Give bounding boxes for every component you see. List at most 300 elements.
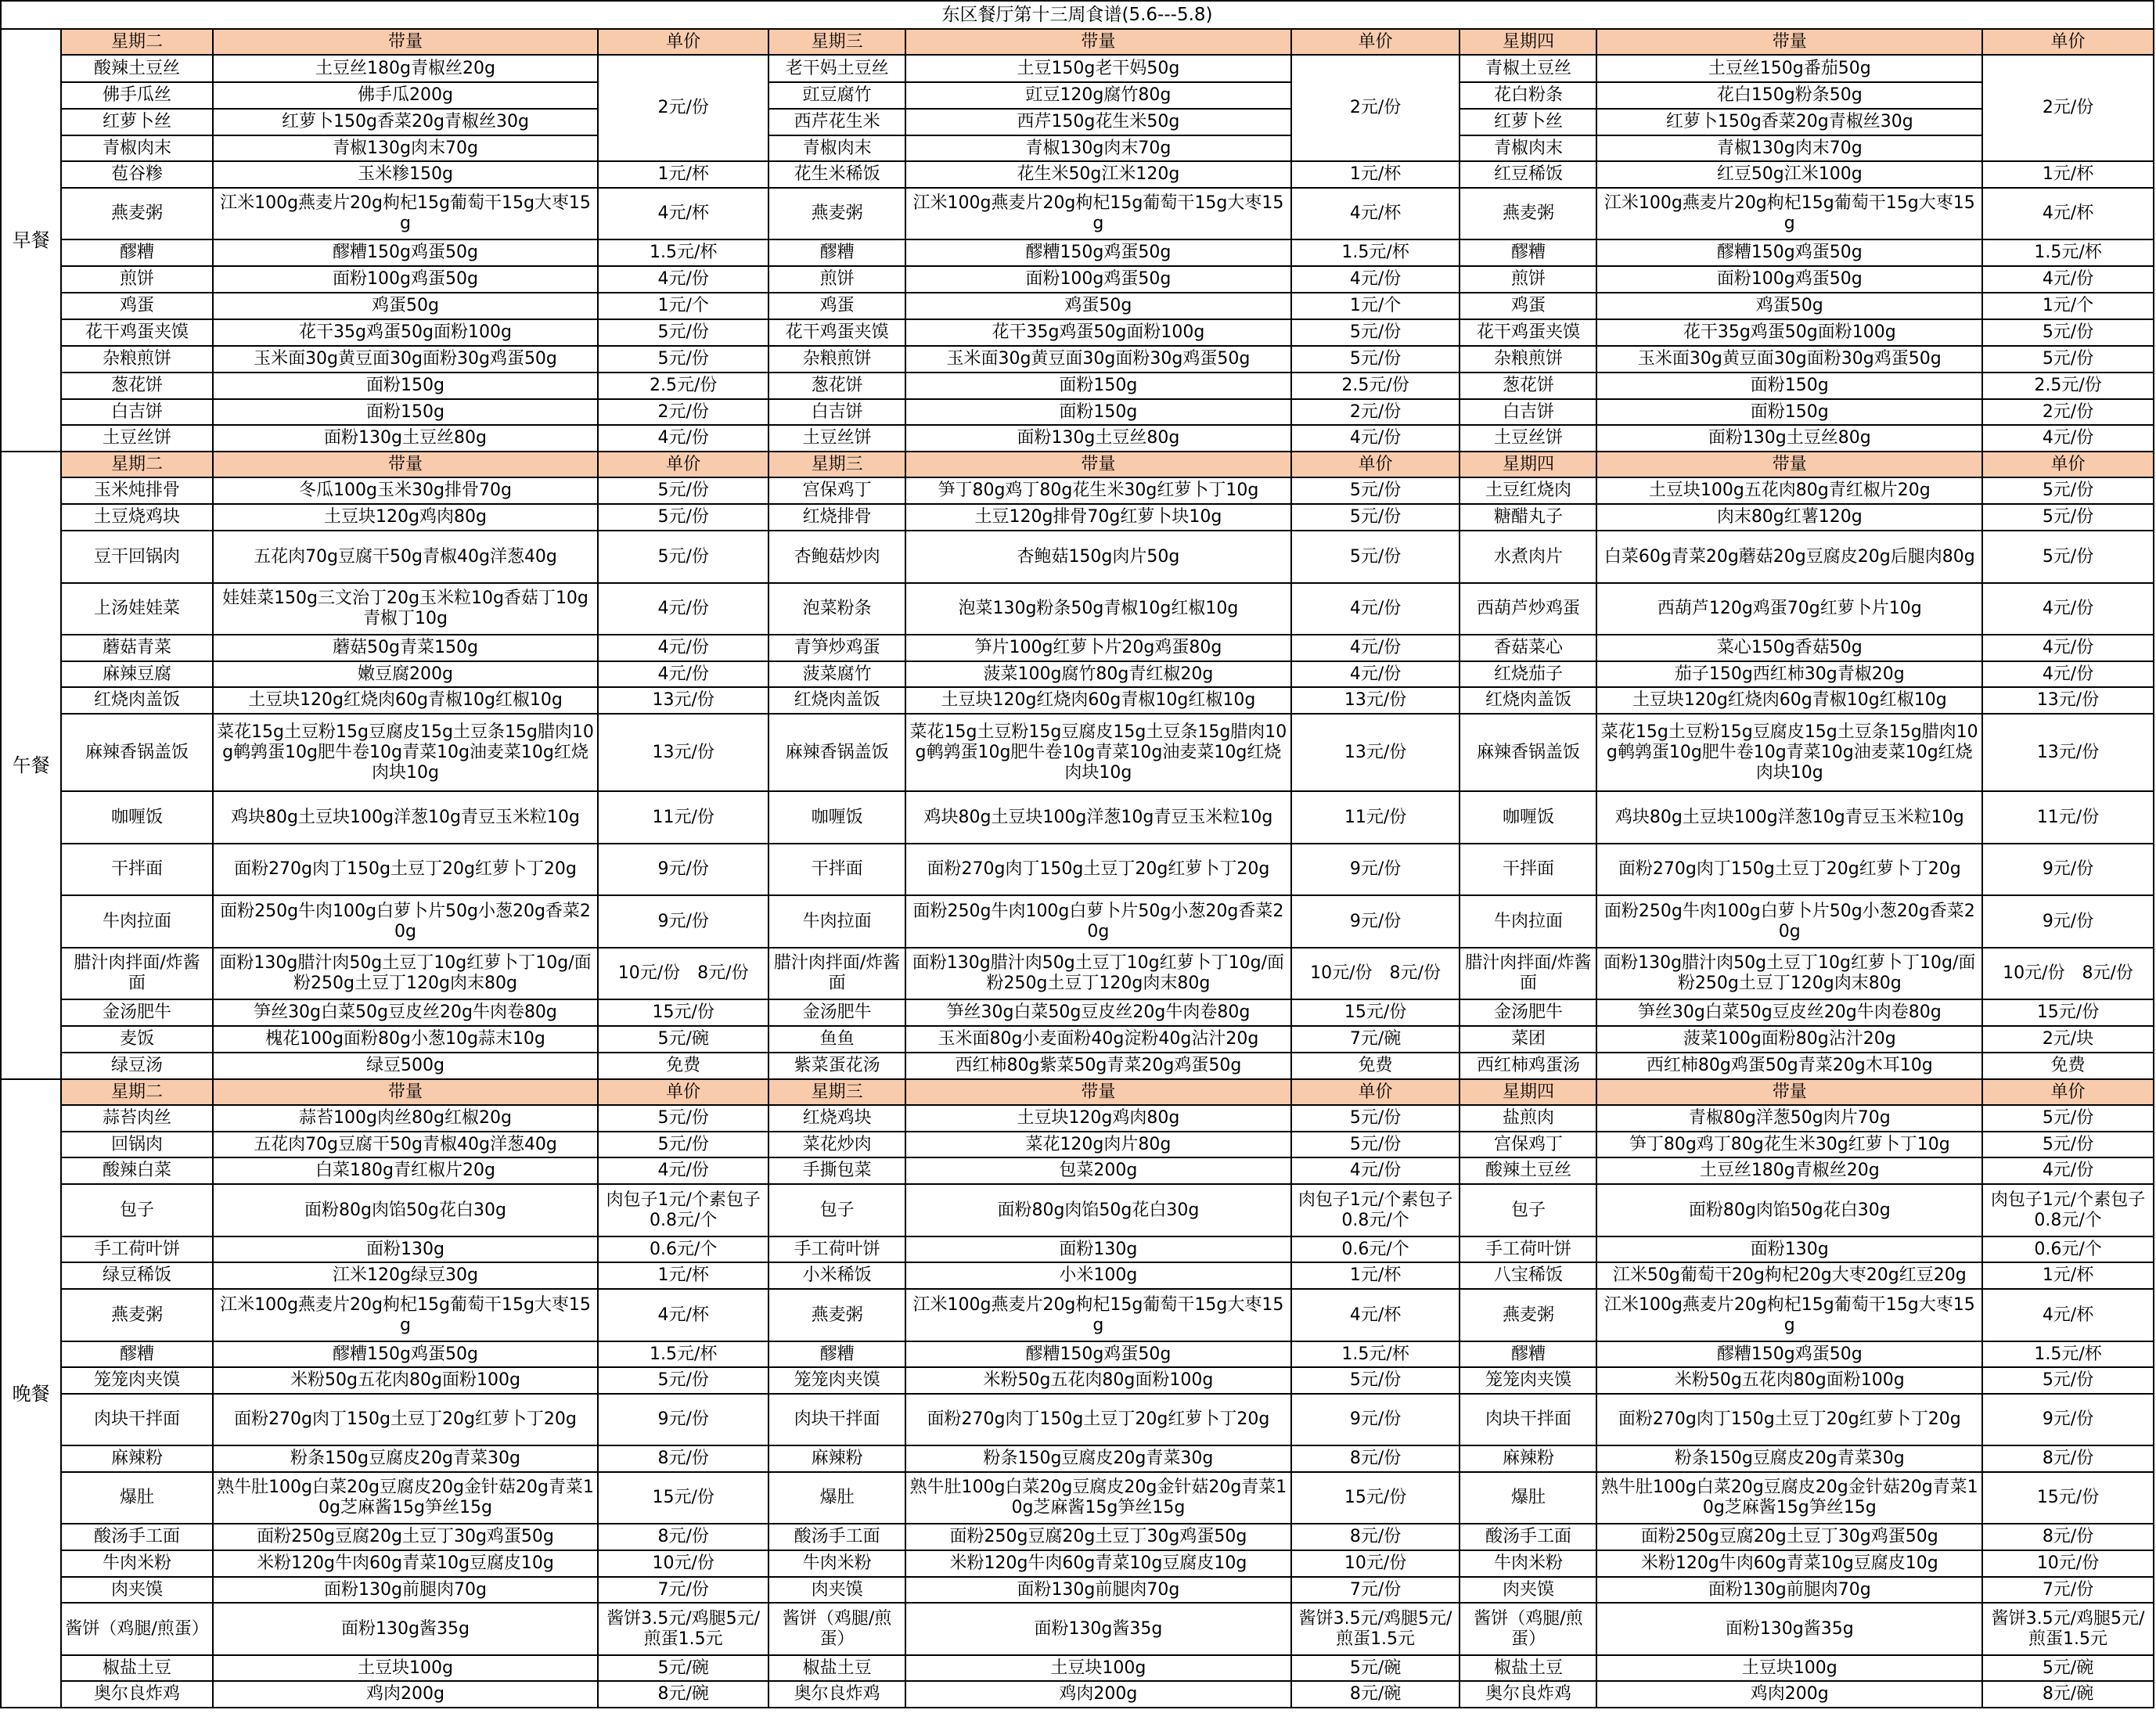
tue-dish-cell: 回锅肉 — [61, 1132, 212, 1157]
thu-portion-cell: 面粉130g腊汁肉50g土豆丁10g红萝卜丁10g/面粉250g土豆丁120g肉末80g — [1596, 948, 1982, 999]
wed-price-cell: 7元/份 — [1291, 1577, 1460, 1603]
thu-price-cell: 5元/份 — [1982, 1132, 2154, 1157]
table-row — [1, 1053, 2154, 1079]
table-row — [1, 1289, 2154, 1341]
thu-price-cell: 4元/份 — [1982, 266, 2154, 293]
tue-dish-cell: 椒盐土豆 — [61, 1655, 212, 1681]
wed-portion-cell: 鸡块80g土豆块100g洋葱10g青豆玉米粒10g — [905, 791, 1291, 844]
tue-dish-cell: 肉夹馍 — [61, 1577, 212, 1603]
tue-dish-cell: 豆干回锅肉 — [61, 531, 212, 583]
thu-portion-cell: 茄子150g西红柿30g青椒20g — [1596, 661, 1982, 687]
tue-price-cell: 10元/份 — [598, 1550, 768, 1577]
wed-portion-cell: 面粉270g肉丁150g土豆丁20g红萝卜丁20g — [905, 844, 1291, 895]
thu-price-cell: 4元/份 — [1982, 583, 2154, 635]
tue-price-cell: 4元/份 — [598, 425, 768, 452]
thu-portion-cell: 菜花15g土豆粉15g豆腐皮15g土豆条15g腊肉10g鹌鹑蛋10g肥牛卷10g青菜10g油麦菜10g红烧肉块10g — [1596, 714, 1982, 791]
tue-price-cell: 2元/份 — [598, 55, 768, 161]
tue-portion-cell: 白菜180g青红椒片20g — [213, 1157, 599, 1184]
header-tue-dish: 星期二 — [61, 452, 212, 477]
thu-portion-cell: 土豆块100g五花肉80g青红椒片20g — [1596, 477, 1982, 504]
tue-dish-cell: 笼笼肉夹馍 — [61, 1367, 212, 1394]
thu-price-cell: 8元/碗 — [1982, 1681, 2154, 1708]
tue-dish-cell: 玉米炖排骨 — [61, 477, 212, 504]
header-tue-price: 单价 — [598, 29, 768, 55]
tue-portion-cell: 面粉130g — [213, 1236, 599, 1262]
tue-price-cell: 2元/份 — [598, 399, 768, 425]
thu-price-cell: 5元/份 — [1982, 319, 2154, 346]
wed-dish-cell: 咖喱饭 — [768, 791, 905, 844]
header-thu-price: 单价 — [1982, 452, 2154, 477]
thu-dish-cell: 包子 — [1460, 1184, 1596, 1236]
thu-portion-cell: 土豆块100g — [1596, 1655, 1982, 1681]
meal-label: 午餐 — [1, 452, 61, 1079]
wed-price-cell: 9元/份 — [1291, 844, 1460, 895]
wed-portion-cell: 泡菜130g粉条50g青椒10g红椒10g — [905, 583, 1291, 635]
tue-portion-cell: 槐花100g面粉80g小葱10g蒜末10g — [213, 1026, 599, 1053]
header-thu-dish: 星期四 — [1460, 1079, 1596, 1105]
tue-price-cell: 5元/份 — [598, 346, 768, 373]
wed-dish-cell: 麻辣粉 — [768, 1445, 905, 1472]
tue-portion-cell: 米粉50g五花肉80g面粉100g — [213, 1367, 599, 1394]
wed-portion-cell: 粉条150g豆腐皮20g青菜30g — [905, 1445, 1291, 1472]
tue-portion-cell: 冬瓜100g玉米30g排骨70g — [213, 477, 599, 504]
wed-price-cell: 5元/份 — [1291, 1105, 1460, 1132]
tue-portion-cell: 土豆块120g鸡肉80g — [213, 504, 599, 531]
tue-price-cell: 5元/碗 — [598, 1655, 768, 1681]
thu-portion-cell: 鸡肉200g — [1596, 1681, 1982, 1708]
wed-price-cell: 7元/碗 — [1291, 1026, 1460, 1053]
header-wed-price: 单价 — [1291, 29, 1460, 55]
tue-portion-cell: 玉米糁150g — [213, 161, 599, 188]
wed-dish-cell: 爆肚 — [768, 1472, 905, 1524]
header-tue-dish: 星期二 — [61, 1079, 212, 1105]
thu-dish-cell: 水煮肉片 — [1460, 531, 1596, 583]
tue-portion-cell: 面粉250g牛肉100g白萝卜片50g小葱20g香菜20g — [213, 895, 599, 948]
wed-dish-cell: 肉块干拌面 — [768, 1394, 905, 1445]
thu-portion-cell: 面粉130g前腿肉70g — [1596, 1577, 1982, 1603]
wed-price-cell: 15元/份 — [1291, 999, 1460, 1026]
wed-price-cell: 8元/份 — [1291, 1524, 1460, 1550]
wed-portion-cell: 江米100g燕麦片20g枸杞15g葡萄干15g大枣15g — [905, 1289, 1291, 1341]
header-wed-dish: 星期三 — [768, 29, 905, 55]
wed-portion-cell: 鸡蛋50g — [905, 293, 1291, 319]
wed-portion-cell: 面粉150g — [905, 399, 1291, 425]
tue-dish-cell: 肉块干拌面 — [61, 1394, 212, 1445]
wed-dish-cell: 红烧肉盖饭 — [768, 687, 905, 714]
table-row — [1, 714, 2154, 791]
tue-price-cell: 8元/碗 — [598, 1681, 768, 1708]
tue-portion-cell: 绿豆500g — [213, 1053, 599, 1079]
table-row — [1, 188, 2154, 239]
header-thu-dish: 星期四 — [1460, 29, 1596, 55]
tue-dish-cell: 绿豆汤 — [61, 1053, 212, 1079]
header-wed-dish: 星期三 — [768, 1079, 905, 1105]
thu-dish-cell: 燕麦粥 — [1460, 1289, 1596, 1341]
thu-price-cell: 2.5元/份 — [1982, 373, 2154, 399]
tue-dish-cell: 酸辣白菜 — [61, 1157, 212, 1184]
thu-price-cell: 免费 — [1982, 1053, 2154, 1079]
wed-price-cell: 5元/份 — [1291, 1367, 1460, 1394]
header-tue-price: 单价 — [598, 452, 768, 477]
tue-portion-cell: 蒜苔100g肉丝80g红椒20g — [213, 1105, 599, 1132]
wed-dish-cell: 鸡蛋 — [768, 293, 905, 319]
wed-dish-cell: 醪糟 — [768, 1341, 905, 1367]
wed-portion-cell: 土豆块120g鸡肉80g — [905, 1105, 1291, 1132]
tue-portion-cell: 菜花15g土豆粉15g豆腐皮15g土豆条15g腊肉10g鹌鹑蛋10g肥牛卷10g青菜10g油麦菜10g红烧肉块10g — [213, 714, 599, 791]
thu-portion-cell: 青椒130g肉末70g — [1596, 135, 1982, 161]
wed-portion-cell: 玉米面30g黄豆面30g面粉30g鸡蛋50g — [905, 346, 1291, 373]
tue-price-cell: 免费 — [598, 1053, 768, 1079]
thu-price-cell: 11元/份 — [1982, 791, 2154, 844]
table-row — [1, 531, 2154, 583]
tue-portion-cell: 五花肉70g豆腐干50g青椒40g洋葱40g — [213, 531, 599, 583]
table-row — [1, 293, 2154, 319]
header-thu-portion: 带量 — [1596, 1079, 1982, 1105]
tue-dish-cell: 蒜苔肉丝 — [61, 1105, 212, 1132]
tue-dish-cell: 葱花饼 — [61, 373, 212, 399]
thu-portion-cell: 面粉150g — [1596, 399, 1982, 425]
tue-price-cell: 15元/份 — [598, 1472, 768, 1524]
thu-portion-cell: 面粉100g鸡蛋50g — [1596, 266, 1982, 293]
wed-price-cell: 1元/杯 — [1291, 161, 1460, 188]
table-row — [1, 1157, 2154, 1184]
tue-portion-cell: 嫩豆腐200g — [213, 661, 599, 687]
tue-dish-cell: 手工荷叶饼 — [61, 1236, 212, 1262]
thu-price-cell: 4元/份 — [1982, 425, 2154, 452]
wed-portion-cell: 面粉130g土豆丝80g — [905, 425, 1291, 452]
wed-dish-cell: 西芹花生米 — [768, 109, 905, 135]
header-tue-portion: 带量 — [213, 29, 599, 55]
wed-dish-cell: 花干鸡蛋夹馍 — [768, 319, 905, 346]
wed-dish-cell: 手工荷叶饼 — [768, 1236, 905, 1262]
tue-dish-cell: 麻辣香锅盖饭 — [61, 714, 212, 791]
wed-dish-cell: 红烧鸡块 — [768, 1105, 905, 1132]
tue-dish-cell: 鸡蛋 — [61, 293, 212, 319]
wed-dish-cell: 燕麦粥 — [768, 1289, 905, 1341]
wed-portion-cell: 玉米面80g小麦面粉40g淀粉40g沾汁20g — [905, 1026, 1291, 1053]
wed-price-cell: 8元/份 — [1291, 1445, 1460, 1472]
thu-portion-cell: 醪糟150g鸡蛋50g — [1596, 239, 1982, 266]
thu-dish-cell: 笼笼肉夹馍 — [1460, 1367, 1596, 1394]
thu-price-cell: 5元/份 — [1982, 1367, 2154, 1394]
header-wed-portion: 带量 — [905, 1079, 1291, 1105]
table-row — [1, 687, 2154, 714]
tue-dish-cell: 花干鸡蛋夹馍 — [61, 319, 212, 346]
thu-dish-cell: 爆肚 — [1460, 1472, 1596, 1524]
thu-price-cell: 4元/份 — [1982, 661, 2154, 687]
thu-price-cell: 10元/份 8元/份 — [1982, 948, 2154, 999]
thu-dish-cell: 八宝稀饭 — [1460, 1262, 1596, 1289]
thu-dish-cell: 葱花饼 — [1460, 373, 1596, 399]
tue-portion-cell: 江米100g燕麦片20g枸杞15g葡萄干15g大枣15g — [213, 1289, 599, 1341]
tue-portion-cell: 鸡蛋50g — [213, 293, 599, 319]
tue-price-cell: 10元/份 8元/份 — [598, 948, 768, 999]
thu-dish-cell: 白吉饼 — [1460, 399, 1596, 425]
tue-dish-cell: 上汤娃娃菜 — [61, 583, 212, 635]
wed-dish-cell: 椒盐土豆 — [768, 1655, 905, 1681]
table-row — [1, 948, 2154, 999]
wed-price-cell: 9元/份 — [1291, 1394, 1460, 1445]
thu-dish-cell: 干拌面 — [1460, 844, 1596, 895]
tue-portion-cell: 面粉270g肉丁150g土豆丁20g红萝卜丁20g — [213, 844, 599, 895]
tue-dish-cell: 麦饭 — [61, 1026, 212, 1053]
table-row — [1, 844, 2154, 895]
tue-dish-cell: 牛肉拉面 — [61, 895, 212, 948]
tue-portion-cell: 土豆丝180g青椒丝20g — [213, 55, 599, 82]
tue-price-cell: 4元/份 — [598, 635, 768, 661]
thu-price-cell: 肉包子1元/个素包子0.8元/个 — [1982, 1184, 2154, 1236]
thu-price-cell: 4元/杯 — [1982, 1289, 2154, 1341]
table-row — [1, 635, 2154, 661]
wed-portion-cell: 土豆150g老干妈50g — [905, 55, 1291, 82]
wed-dish-cell: 花生米稀饭 — [768, 161, 905, 188]
thu-dish-cell: 手工荷叶饼 — [1460, 1236, 1596, 1262]
wed-dish-cell: 杏鲍菇炒肉 — [768, 531, 905, 583]
tue-portion-cell: 面粉80g肉馅50g花白30g — [213, 1184, 599, 1236]
tue-price-cell: 4元/份 — [598, 266, 768, 293]
thu-dish-cell: 腊汁肉拌面/炸酱面 — [1460, 948, 1596, 999]
tue-dish-cell: 金汤肥牛 — [61, 999, 212, 1026]
thu-dish-cell: 糖醋丸子 — [1460, 504, 1596, 531]
header-tue-portion: 带量 — [213, 452, 599, 477]
wed-portion-cell: 面粉100g鸡蛋50g — [905, 266, 1291, 293]
table-row — [1, 373, 2154, 399]
thu-portion-cell: 面粉130g — [1596, 1236, 1982, 1262]
wed-portion-cell: 菜花15g土豆粉15g豆腐皮15g土豆条15g腊肉10g鹌鹑蛋10g肥牛卷10g青菜10g油麦菜10g红烧肉块10g — [905, 714, 1291, 791]
wed-portion-cell: 笋丁80g鸡丁80g花生米30g红萝卜丁10g — [905, 477, 1291, 504]
tue-price-cell: 9元/份 — [598, 895, 768, 948]
wed-price-cell: 5元/份 — [1291, 319, 1460, 346]
tue-price-cell: 11元/份 — [598, 791, 768, 844]
wed-dish-cell: 腊汁肉拌面/炸酱面 — [768, 948, 905, 999]
thu-portion-cell: 花白150g粉条50g — [1596, 82, 1982, 109]
thu-portion-cell: 面粉250g豆腐20g土豆丁30g鸡蛋50g — [1596, 1524, 1982, 1550]
wed-price-cell: 11元/份 — [1291, 791, 1460, 844]
wed-price-cell: 免费 — [1291, 1053, 1460, 1079]
wed-dish-cell: 杂粮煎饼 — [768, 346, 905, 373]
thu-price-cell: 1.5元/杯 — [1982, 1341, 2154, 1367]
tue-dish-cell: 红萝卜丝 — [61, 109, 212, 135]
tue-dish-cell: 佛手瓜丝 — [61, 82, 212, 109]
thu-price-cell: 9元/份 — [1982, 895, 2154, 948]
thu-price-cell: 15元/份 — [1982, 999, 2154, 1026]
thu-dish-cell: 醪糟 — [1460, 239, 1596, 266]
tue-dish-cell: 奥尔良炸鸡 — [61, 1681, 212, 1708]
thu-dish-cell: 土豆丝饼 — [1460, 425, 1596, 452]
thu-portion-cell: 粉条150g豆腐皮20g青菜30g — [1596, 1445, 1982, 1472]
thu-dish-cell: 西葫芦炒鸡蛋 — [1460, 583, 1596, 635]
thu-portion-cell: 江米100g燕麦片20g枸杞15g葡萄干15g大枣15g — [1596, 188, 1982, 239]
header-thu-dish: 星期四 — [1460, 452, 1596, 477]
wed-price-cell: 4元/份 — [1291, 425, 1460, 452]
wed-price-cell: 1元/个 — [1291, 293, 1460, 319]
thu-price-cell: 2元/份 — [1982, 399, 2154, 425]
wed-price-cell: 9元/份 — [1291, 895, 1460, 948]
wed-price-cell: 4元/份 — [1291, 583, 1460, 635]
thu-portion-cell: 江米100g燕麦片20g枸杞15g葡萄干15g大枣15g — [1596, 1289, 1982, 1341]
tue-dish-cell: 蘑菇青菜 — [61, 635, 212, 661]
thu-price-cell: 5元/份 — [1982, 346, 2154, 373]
table-row — [1, 504, 2154, 531]
wed-portion-cell: 西芹150g花生米50g — [905, 109, 1291, 135]
wed-portion-cell: 花干35g鸡蛋50g面粉100g — [905, 319, 1291, 346]
tue-portion-cell: 玉米面30g黄豆面30g面粉30g鸡蛋50g — [213, 346, 599, 373]
thu-dish-cell: 麻辣粉 — [1460, 1445, 1596, 1472]
wed-dish-cell: 菜花炒肉 — [768, 1132, 905, 1157]
thu-price-cell: 1元/杯 — [1982, 161, 2154, 188]
table-row — [1, 399, 2154, 425]
tue-dish-cell: 醪糟 — [61, 239, 212, 266]
tue-portion-cell: 鸡块80g土豆块100g洋葱10g青豆玉米粒10g — [213, 791, 599, 844]
wed-portion-cell: 面粉80g肉馅50g花白30g — [905, 1184, 1291, 1236]
tue-portion-cell: 红萝卜150g香菜20g青椒丝30g — [213, 109, 599, 135]
table-row — [1, 1550, 2154, 1577]
tue-portion-cell: 面粉270g肉丁150g土豆丁20g红萝卜丁20g — [213, 1394, 599, 1445]
wed-price-cell: 5元/份 — [1291, 1132, 1460, 1157]
thu-dish-cell: 红烧茄子 — [1460, 661, 1596, 687]
wed-dish-cell: 酸汤手工面 — [768, 1524, 905, 1550]
header-thu-portion: 带量 — [1596, 452, 1982, 477]
header-thu-portion: 带量 — [1596, 29, 1982, 55]
tue-portion-cell: 醪糟150g鸡蛋50g — [213, 239, 599, 266]
tue-dish-cell: 牛肉米粉 — [61, 1550, 212, 1577]
thu-dish-cell: 酱饼（鸡腿/煎蛋） — [1460, 1603, 1596, 1655]
wed-dish-cell: 肉夹馍 — [768, 1577, 905, 1603]
thu-price-cell: 8元/份 — [1982, 1524, 2154, 1550]
thu-price-cell: 15元/份 — [1982, 1472, 2154, 1524]
wed-price-cell: 4元/份 — [1291, 661, 1460, 687]
thu-portion-cell: 江米50g葡萄干20g枸杞20g大枣20g红豆20g — [1596, 1262, 1982, 1289]
wed-dish-cell: 干拌面 — [768, 844, 905, 895]
thu-price-cell: 5元/份 — [1982, 504, 2154, 531]
table-row — [1, 1132, 2154, 1157]
table-row — [1, 1394, 2154, 1445]
thu-price-cell: 13元/份 — [1982, 687, 2154, 714]
wed-portion-cell: 面粉250g豆腐20g土豆丁30g鸡蛋50g — [905, 1524, 1291, 1550]
tue-dish-cell: 燕麦粥 — [61, 1289, 212, 1341]
wed-portion-cell: 面粉150g — [905, 373, 1291, 399]
thu-price-cell: 1元/个 — [1982, 293, 2154, 319]
tue-portion-cell: 花干35g鸡蛋50g面粉100g — [213, 319, 599, 346]
thu-price-cell: 4元/杯 — [1982, 188, 2154, 239]
tue-dish-cell: 青椒肉末 — [61, 135, 212, 161]
tue-dish-cell: 醪糟 — [61, 1341, 212, 1367]
thu-portion-cell: 面粉270g肉丁150g土豆丁20g红萝卜丁20g — [1596, 1394, 1982, 1445]
table-row — [1, 1524, 2154, 1550]
header-wed-dish: 星期三 — [768, 452, 905, 477]
wed-price-cell: 2.5元/份 — [1291, 373, 1460, 399]
tue-portion-cell: 面粉250g豆腐20g土豆丁30g鸡蛋50g — [213, 1524, 599, 1550]
thu-price-cell: 0.6元/个 — [1982, 1236, 2154, 1262]
tue-portion-cell: 熟牛肚100g白菜20g豆腐皮20g金针菇20g青菜10g芝麻酱15g笋丝15g — [213, 1472, 599, 1524]
wed-portion-cell: 菜花120g肉片80g — [905, 1132, 1291, 1157]
thu-portion-cell: 白菜60g青菜20g蘑菇20g豆腐皮20g后腿肉80g — [1596, 531, 1982, 583]
wed-price-cell: 5元/份 — [1291, 531, 1460, 583]
tue-price-cell: 5元/份 — [598, 531, 768, 583]
tue-price-cell: 肉包子1元/个素包子0.8元/个 — [598, 1184, 768, 1236]
wed-portion-cell: 面粉250g牛肉100g白萝卜片50g小葱20g香菜20g — [905, 895, 1291, 948]
tue-portion-cell: 青椒130g肉末70g — [213, 135, 599, 161]
wed-portion-cell: 青椒130g肉末70g — [905, 135, 1291, 161]
wed-price-cell: 肉包子1元/个素包子0.8元/个 — [1291, 1184, 1460, 1236]
tue-price-cell: 8元/份 — [598, 1524, 768, 1550]
thu-price-cell: 13元/份 — [1982, 714, 2154, 791]
wed-portion-cell: 米粉120g牛肉60g青菜10g豆腐皮10g — [905, 1550, 1291, 1577]
wed-dish-cell: 酱饼（鸡腿/煎蛋） — [768, 1603, 905, 1655]
table-row — [1, 1445, 2154, 1472]
tue-price-cell: 7元/份 — [598, 1577, 768, 1603]
tue-price-cell: 4元/份 — [598, 583, 768, 635]
wed-dish-cell: 宫保鸡丁 — [768, 477, 905, 504]
tue-dish-cell: 土豆丝饼 — [61, 425, 212, 452]
wed-portion-cell: 土豆块100g — [905, 1655, 1291, 1681]
table-row — [1, 1236, 2154, 1262]
thu-portion-cell: 面粉130g酱35g — [1596, 1603, 1982, 1655]
wed-price-cell: 酱饼3.5元/鸡腿5元/煎蛋1.5元 — [1291, 1603, 1460, 1655]
tue-dish-cell: 干拌面 — [61, 844, 212, 895]
thu-portion-cell: 醪糟150g鸡蛋50g — [1596, 1341, 1982, 1367]
thu-dish-cell: 奥尔良炸鸡 — [1460, 1681, 1596, 1708]
thu-dish-cell: 煎饼 — [1460, 266, 1596, 293]
wed-dish-cell: 笼笼肉夹馍 — [768, 1367, 905, 1394]
wed-dish-cell: 牛肉拉面 — [768, 895, 905, 948]
table-row — [1, 161, 2154, 188]
thu-price-cell: 10元/份 — [1982, 1550, 2154, 1577]
tue-portion-cell: 面粉130g前腿肉70g — [213, 1577, 599, 1603]
wed-portion-cell: 米粉50g五花肉80g面粉100g — [905, 1367, 1291, 1394]
header-wed-price: 单价 — [1291, 452, 1460, 477]
thu-price-cell: 8元/份 — [1982, 1445, 2154, 1472]
tue-price-cell: 1元/杯 — [598, 161, 768, 188]
table-row — [1, 1681, 2154, 1708]
table-row — [1, 895, 2154, 948]
thu-portion-cell: 红萝卜150g香菜20g青椒丝30g — [1596, 109, 1982, 135]
thu-portion-cell: 土豆丝180g青椒丝20g — [1596, 1157, 1982, 1184]
wed-portion-cell: 杏鲍菇150g肉片50g — [905, 531, 1291, 583]
thu-dish-cell: 酸辣土豆丝 — [1460, 1157, 1596, 1184]
tue-portion-cell: 土豆块120g红烧肉60g青椒10g红椒10g — [213, 687, 599, 714]
wed-dish-cell: 鱼鱼 — [768, 1026, 905, 1053]
table-row — [1, 266, 2154, 293]
tue-portion-cell: 面粉100g鸡蛋50g — [213, 266, 599, 293]
wed-portion-cell: 熟牛肚100g白菜20g豆腐皮20g金针菇20g青菜10g芝麻酱15g笋丝15g — [905, 1472, 1291, 1524]
thu-price-cell: 1.5元/杯 — [1982, 239, 2154, 266]
wed-portion-cell: 面粉130g酱35g — [905, 1603, 1291, 1655]
wed-price-cell: 4元/份 — [1291, 1157, 1460, 1184]
tue-price-cell: 9元/份 — [598, 1394, 768, 1445]
wed-dish-cell: 泡菜粉条 — [768, 583, 905, 635]
tue-price-cell: 1元/个 — [598, 293, 768, 319]
tue-dish-cell: 杂粮煎饼 — [61, 346, 212, 373]
thu-portion-cell: 土豆丝150g番茄50g — [1596, 55, 1982, 82]
thu-portion-cell: 熟牛肚100g白菜20g豆腐皮20g金针菇20g青菜10g芝麻酱15g笋丝15g — [1596, 1472, 1982, 1524]
thu-dish-cell: 香菇菜心 — [1460, 635, 1596, 661]
tue-price-cell: 1.5元/杯 — [598, 1341, 768, 1367]
tue-dish-cell: 酸汤手工面 — [61, 1524, 212, 1550]
wed-portion-cell: 面粉130g腊汁肉50g土豆丁10g红萝卜丁10g/面粉250g土豆丁120g肉末80g — [905, 948, 1291, 999]
table-row — [1, 583, 2154, 635]
wed-portion-cell: 笋片100g红萝卜片20g鸡蛋80g — [905, 635, 1291, 661]
thu-portion-cell: 面粉80g肉馅50g花白30g — [1596, 1184, 1982, 1236]
tue-price-cell: 13元/份 — [598, 687, 768, 714]
tue-portion-cell: 面粉150g — [213, 399, 599, 425]
tue-dish-cell: 麻辣豆腐 — [61, 661, 212, 687]
table-row — [1, 346, 2154, 373]
thu-dish-cell: 菜团 — [1460, 1026, 1596, 1053]
thu-portion-cell: 菠菜100g面粉80g沾汁20g — [1596, 1026, 1982, 1053]
thu-dish-cell: 鸡蛋 — [1460, 293, 1596, 319]
thu-price-cell: 酱饼3.5元/鸡腿5元/煎蛋1.5元 — [1982, 1603, 2154, 1655]
